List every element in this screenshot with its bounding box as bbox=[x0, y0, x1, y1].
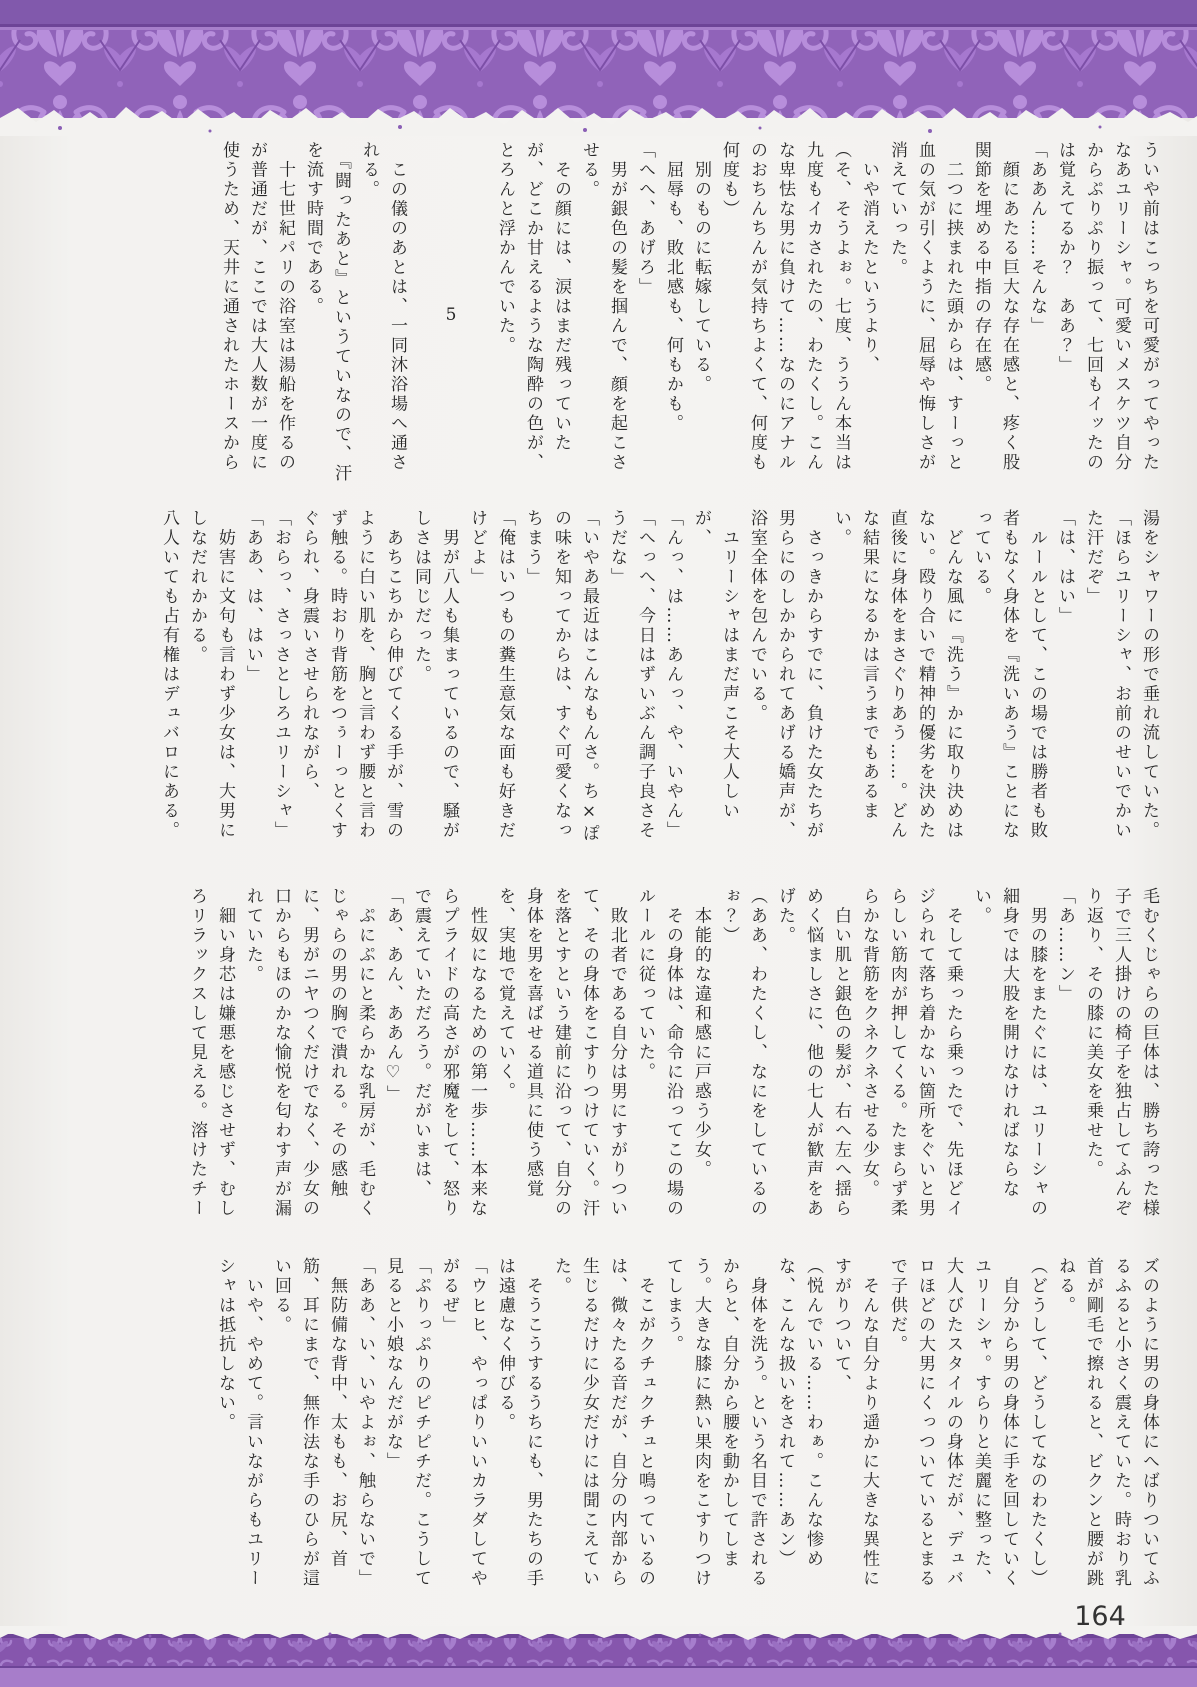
paragraph: 自分から男の身体に手を回していくユリーシャ。すらりと美麗に整った、大人びたスタイルの身体だが、デュバロほどの大男にくっついているとまるで子供だ。 bbox=[887, 1257, 1019, 1589]
paragraph: ズのように男の身体にへばりついてふるふると小さく震えていた。時おり乳首が剛毛で擦れると、ビクンと腰が跳ねる。 bbox=[1055, 1257, 1159, 1589]
paragraph: 白い肌と銀色の髪が、右へ左へ揺らめく悩ましさに、他の七人が歓声をあげた。 bbox=[775, 887, 851, 1219]
paragraph: 八人いても占有権はデュバロにある。 bbox=[159, 509, 179, 841]
paragraph: そんな自分より遥かに大きな異性にすがりついて、 bbox=[831, 1257, 879, 1589]
paragraph: 「あ……ン」 bbox=[1055, 887, 1075, 1004]
paragraph: 男が銀色の髪を掴んで、顔を起こさせる。 bbox=[579, 141, 627, 473]
paragraph: 屈辱も、敗北感も、何もかも。 bbox=[663, 141, 683, 434]
paragraph: そうこうするうちにも、男たちの手は遠慮なく伸びる。 bbox=[495, 1257, 543, 1589]
paragraph: 男の膝をまたぐには、ユリーシャの細身では大股を開けなければならない。 bbox=[971, 887, 1047, 1219]
paragraph: （そ、そうよぉ。七度、ううん本当は九度もイカされたの、わたくし。こんな卑怯な男に負けて……なのにアナルのおちんちんが気持ちよくて、何度も何度も） bbox=[719, 141, 851, 473]
paragraph: 顔にあたる巨大な存在感と、疼く股関節を埋める中指の存在感。 bbox=[971, 141, 1019, 473]
paragraph: 細い身芯は嫌悪を感じさせず、むしろリラックスして見える。溶けたチー bbox=[187, 887, 235, 1219]
paragraph: 「ほらユリーシャ、お前のせいでかいた汗だぞ」 bbox=[1083, 509, 1131, 841]
paragraph: その身体は、命令に沿ってこの場のルールに従っていた。 bbox=[635, 887, 683, 1219]
section-number: 5 bbox=[441, 305, 461, 325]
text-band-2 bbox=[123, 509, 1163, 857]
paragraph: 十七世紀パリの浴室は湯船を作るのが普通だが、ここでは大人数が一度に使うため、天井に通されたホースから bbox=[219, 141, 295, 473]
paragraph: この儀のあとは、一同沐浴場へ通される。 bbox=[359, 141, 407, 473]
page-number: 164 bbox=[1074, 1601, 1126, 1632]
paragraph: どんな風に『洗う』かに取り決めはない。殴り合いで精神的優劣を決めた直後に身体をまさぐりあう……。どんな結果になるかは言うまでもあるまい。 bbox=[831, 509, 963, 841]
paragraph: 毛むくじゃらの巨体は、勝ち誇った様子で三人掛けの椅子を独占してふんぞり返り、その膝に美女を乗せた。 bbox=[1083, 887, 1159, 1219]
paragraph: 本能的な違和感に戸惑う少女。 bbox=[691, 887, 711, 1180]
paragraph: あちこちから伸びてくる手が、雪のように白い肌を、胸と言わず腰と言わず触る。時おり背筋をつぅーっとくすぐられ、身震いさせられながら、 bbox=[299, 509, 403, 841]
paragraph: 「んっ、は……あんっ、や、いやん」 bbox=[663, 509, 683, 841]
decorative-border-top bbox=[0, 0, 1197, 136]
paragraph: 「へっへ、今日はずいぶん調子良さそうだな」 bbox=[607, 509, 655, 841]
paragraph: 別のものに転嫁している。 bbox=[691, 141, 711, 395]
paragraph: その顔には、涙はまだ残っていたが、どこか甘えるような陶酔の色が、とろんと浮かんでいた。 bbox=[495, 141, 571, 473]
paragraph: 二つに挟まれた頭からは、すーっと血の気が引くように、屈辱や悔しさが消えていった。 bbox=[887, 141, 963, 473]
paragraph: 敗北者である自分は男にすがりついて、その身体をこすりつけていく。汗を落とすという建前に沿って、自分の身体を男を喜ばせる道具に使う感覚を、実地で覚えていく。 bbox=[495, 887, 627, 1219]
decorative-border-bottom bbox=[0, 1626, 1197, 1687]
paragraph: 身体を洗う。という名目で許されるからと、自分から腰を動かしてしまう。大きな膝に熱い果肉をこすりつけてしまう。 bbox=[663, 1257, 767, 1589]
paragraph: 「ぷりっぷりのピチピチだ。こうして見ると小娘なんだがな」 bbox=[383, 1257, 431, 1589]
text-band-1 bbox=[123, 141, 1163, 489]
paragraph: （ああ、わたくし、なにをしているのぉ？） bbox=[719, 887, 767, 1219]
paragraph: いや消えたというより、 bbox=[859, 141, 879, 375]
paragraph: 湯をシャワーの形で垂れ流していた。 bbox=[1139, 509, 1159, 841]
paragraph: 「いやあ最近はこんなもんさ。ち×ぽの味を知ってからは、すぐ可愛くなっちまう」 bbox=[523, 509, 599, 844]
paragraph: そして乗ったら乗ったで、先ほどイジられて落ち着かない箇所をぐいと男らしい筋肉が押してくる。たまらず柔らかな背筋をクネクネさせる少女。 bbox=[859, 887, 963, 1219]
paragraph: 「おらっ、さっさとしろユリーシャ」 bbox=[271, 509, 291, 841]
paragraph: 「は、はい」 bbox=[1055, 509, 1075, 626]
paragraph: 無防備な背中、太もも、お尻、首筋、耳にまで、無作法な手のひらが這い回る。 bbox=[271, 1257, 347, 1589]
paragraph: （どうして、どうしてなのわたくし） bbox=[1027, 1257, 1047, 1589]
paragraph: 「ああ、は、はい」 bbox=[243, 509, 263, 685]
paragraph: 「へへ、あげろ」 bbox=[635, 141, 655, 297]
paragraph: 『闘ったあと』というていなので、汗を流す時間である。 bbox=[303, 141, 351, 484]
paragraph: 性奴になるための第一歩……本来ならプライドの高さが邪魔をして、怒りで震えていただろう。だがいまは、 bbox=[411, 887, 487, 1219]
paragraph: 男が八人も集まっているので、騒がしさは同じだった。 bbox=[411, 509, 459, 841]
paragraph: ぷにぷにと柔らかな乳房が、毛むくじゃらの男の胸で潰れる。その感触に、男がニヤつくだけでなく、少女の口からもほのかな愉悦を匂わす声が漏れていた。 bbox=[243, 887, 375, 1219]
paragraph: そこがクチュクチュと鳴っているのは、微々たる音だが、自分の内部から生じるだけに少女だけには聞こえていた。 bbox=[551, 1257, 655, 1589]
paragraph: 「あ、あん、ああん♡」 bbox=[383, 887, 403, 1105]
paragraph: 妨害に文句も言わず少女は、大男にしなだれかかる。 bbox=[187, 509, 235, 841]
paragraph: 「ああん……そんな」 bbox=[1027, 141, 1047, 336]
paragraph: ユリーシャはまだ声こそ大人しいが、 bbox=[691, 509, 739, 821]
paragraph: 「ウヒヒ、やっぱりいいカラダしてやがるぜ」 bbox=[439, 1257, 487, 1589]
paragraph: （悦んでいる……わぁ。こんな惨めな、こんな扱いをされて……あン） bbox=[775, 1257, 823, 1569]
text-band-3 bbox=[123, 887, 1163, 1235]
paragraph: ルールとして、この場では勝者も敗者もなく身体を『洗いあう』ことになっている。 bbox=[971, 509, 1047, 841]
paragraph: さっきからすでに、負けた女たちが男らにのしかかられてあげる嬌声が、浴室全体を包んでいる。 bbox=[747, 509, 823, 841]
paragraph: ういや前はこっちを可愛がってやったなあユリーシャ。可愛いメスケツ自分からぷりぷり振って、七回もイッたのは覚えてるか？ ああ？」 bbox=[1055, 141, 1159, 473]
paragraph: 「俺はいつもの糞生意気な面も好きだけどよ」 bbox=[467, 509, 515, 841]
paragraph: 「ああ、い、いやよぉ、触らないで」 bbox=[355, 1257, 375, 1589]
paragraph: いや、やめて。言いながらもユリーシャは抵抗しない。 bbox=[215, 1257, 263, 1589]
text-band-4 bbox=[123, 1257, 1163, 1605]
